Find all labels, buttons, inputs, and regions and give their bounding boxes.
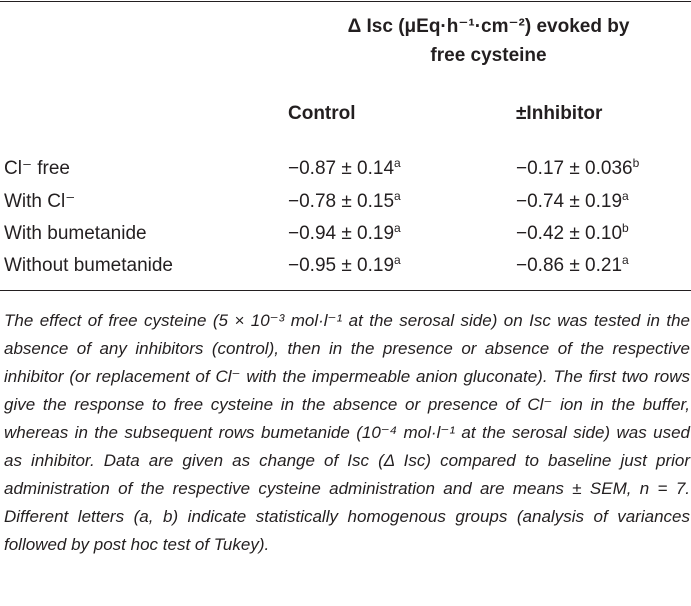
table-row [0, 153, 691, 185]
table-row [0, 186, 691, 218]
table-footnote: The effect of free cysteine (5 × 10⁻³ mol·l⁻¹ at the serosal side) on Isc was tested in the absence of any inhibitors (control), then in the presence or absence of the respective inhibitor (or replacement of Cl⁻ with the impermeable anion gluconate). The first two rows give the response to free cysteine in the absence or presence of Cl⁻ ion in the buffer, whereas in the subsequent rows bumetanide (10⁻⁴ mol·l⁻¹ at the serosal side) was used as inhibitor. Data are given as change of Isc (Δ Isc) compared to baseline just prior administration of the respective cysteine administration and are means ± SEM, n = 7. Different letters (a, b) indicate statistically homogenous groups (analysis of variances followed by post hoc test of Tukey). [4, 311, 690, 554]
control-value: −0.94 ± 0.19$^a$ [288, 221, 401, 244]
inhibitor-value: −0.42 ± 0.10$^b$ [516, 221, 629, 244]
row-label: Cl⁻ free [4, 158, 70, 179]
column-header-inhibitor: ±Inhibitor [516, 103, 603, 124]
control-value: −0.78 ± 0.15$^a$ [288, 189, 401, 212]
table-row [0, 250, 691, 282]
group-header-line1: Δ Isc (μEq·h⁻¹·cm⁻²) evoked by [347, 16, 630, 37]
table-row [0, 218, 691, 250]
inhibitor-superscript: b [622, 221, 629, 235]
inhibitor-superscript: a [622, 253, 629, 267]
top-rule [0, 1, 691, 2]
column-header-control: Control [288, 103, 356, 124]
bottom-rule [0, 290, 691, 291]
row-label: With bumetanide [4, 223, 147, 244]
control-value: −0.87 ± 0.14$^a$ [288, 156, 401, 179]
inhibitor-value: −0.17 ± 0.036$^b$ [516, 156, 640, 179]
control-value: −0.95 ± 0.19$^a$ [288, 253, 401, 276]
row-label: Without bumetanide [4, 255, 173, 276]
inhibitor-value: −0.74 ± 0.19$^a$ [516, 189, 629, 212]
control-superscript: a [394, 156, 401, 170]
control-superscript: a [394, 221, 401, 235]
control-superscript: a [394, 189, 401, 203]
inhibitor-value: −0.86 ± 0.21$^a$ [516, 253, 629, 276]
group-header-line2: free cysteine [430, 45, 547, 66]
row-label: With Cl⁻ [4, 191, 76, 212]
group-column-header [286, 12, 691, 70]
control-superscript: a [394, 253, 401, 267]
inhibitor-superscript: b [632, 156, 640, 170]
inhibitor-superscript: a [622, 189, 629, 203]
